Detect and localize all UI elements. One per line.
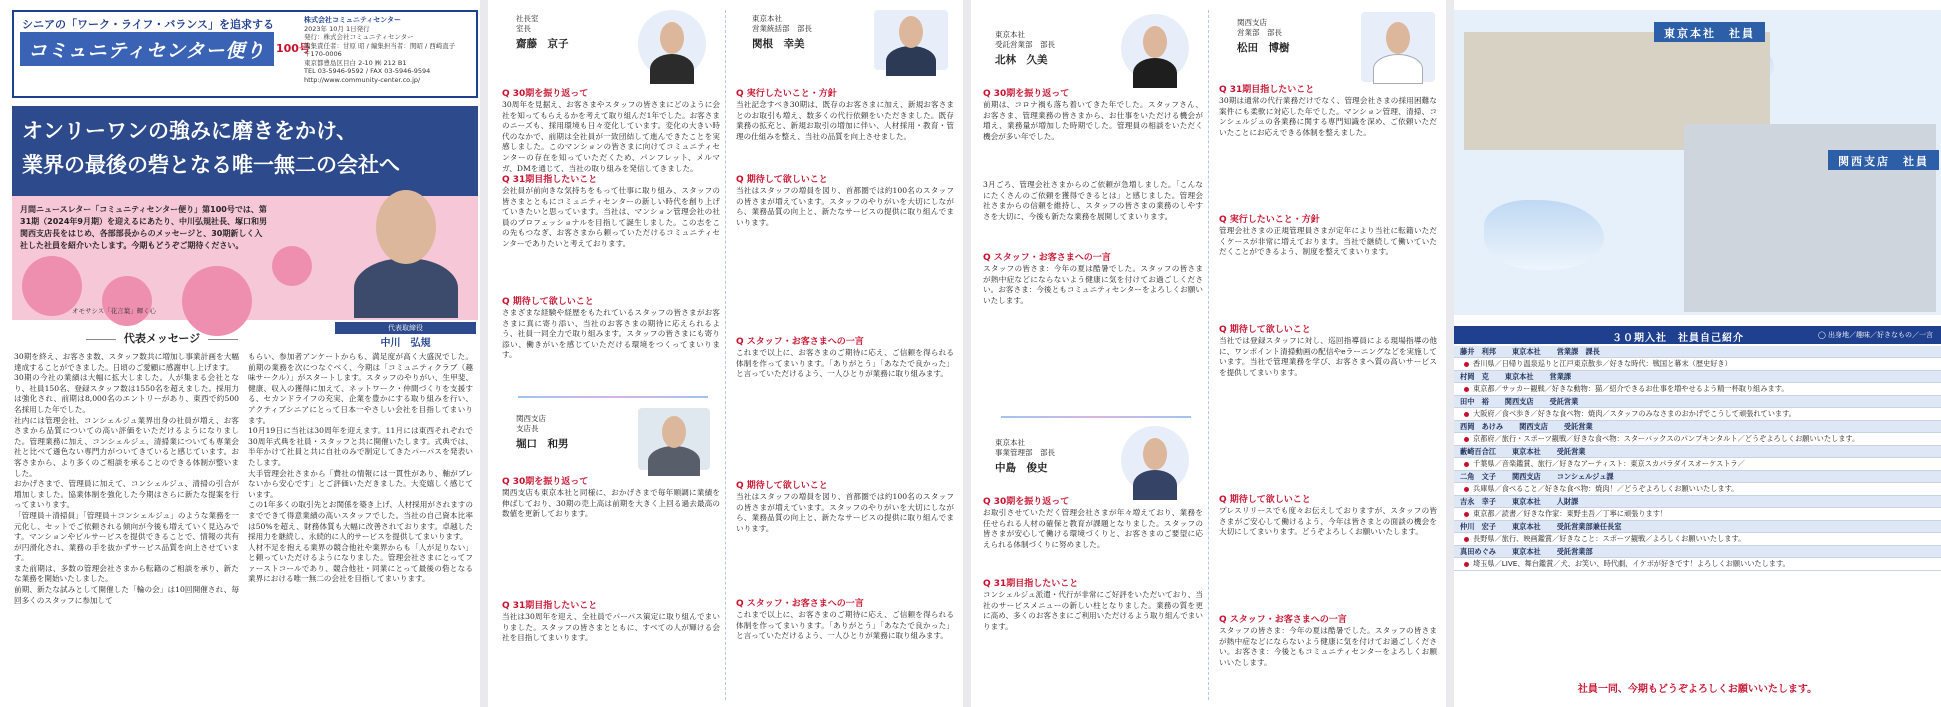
staff-dept: 社長室 bbox=[516, 14, 539, 23]
q-heading: Q スタッフ・お客さまへの一言 bbox=[1219, 615, 1347, 625]
employee-profile: 東京都／読書／好きな作家：東野圭吾／丁寧に頑張ります！ bbox=[1454, 508, 1941, 521]
q-heading: Q 実行したいこと・方針 bbox=[736, 89, 837, 99]
answer: 関西支店も東京本社と同様に、おかげさまで毎年順調に業績を伸ばしており、30期の売上高は前期を大きく上回る過去最高の数値を更新しております。 bbox=[502, 488, 720, 519]
answer: 3月ごろ、管理会社さまからのご依頼が急増しました。「こんなにたくさんのご依頼を獲得できるとは」と感じました。管理会社さまからの信頼を維持し、スタッフの皆さまの業務のしやすさを大切に、今後も新たな業務を展開してまいります。 bbox=[983, 180, 1203, 221]
staff-nakajima-photo bbox=[1121, 426, 1189, 494]
employee-row: 西岡 あけみ 関西支店 受託営業 bbox=[1454, 421, 1941, 433]
staff-dept: 関西支店 bbox=[1237, 18, 1267, 27]
staff-role: 室長 bbox=[516, 24, 531, 33]
answer: スタッフの皆さま：今年の夏は酷暑でした。スタッフの皆さまが熱中症などにならないよう健康に気を付けてお過ごしください。お客さま：今後ともコミュニティセンターをよろしくお願いいたします。 bbox=[1219, 626, 1437, 667]
page-1 bbox=[0, 0, 480, 707]
q-heading: Q 31期目指したいこと bbox=[1219, 85, 1315, 95]
q-heading: Q 31期目指したいこと bbox=[502, 601, 598, 611]
employee-profile: 東京都／サッカー観戦／好きな動物：猫／紹介できるお仕事を増やせるよう精一杯取り組みます。 bbox=[1454, 383, 1941, 396]
page-gutter bbox=[1446, 0, 1454, 707]
website-link[interactable]: http://www.community-center.co.jp/ bbox=[304, 75, 421, 84]
q-heading: Q 実行したいこと・方針 bbox=[1219, 215, 1320, 225]
q-heading: Q 30期を振り返って bbox=[983, 89, 1070, 99]
issue-date: 2023年 10月 1日発行 bbox=[304, 24, 370, 33]
staff-name: 関根 幸美 bbox=[752, 38, 805, 50]
staff-dept: 関西支店 bbox=[516, 414, 546, 423]
message-column-1 bbox=[14, 352, 239, 702]
staff-matsuda-photo bbox=[1361, 12, 1435, 82]
column-divider bbox=[1208, 10, 1209, 700]
staff-nakajima bbox=[995, 438, 1055, 475]
staff-name: 齋藤 京子 bbox=[516, 38, 569, 50]
issue-number: 100号 bbox=[276, 42, 310, 55]
president-name: 中川 弘規 bbox=[380, 338, 431, 349]
staff-kitabayashi bbox=[995, 30, 1055, 67]
president-photo bbox=[330, 180, 478, 308]
label-tokyo: 東京本社 社員 bbox=[1654, 22, 1765, 42]
staff-saito-photo bbox=[638, 10, 706, 78]
answer: コンシェルジュ派遣・代行が非常にご好評をいただいており、当社のサービスメニューの新しい柱となりました。業務の質を更に高め、多くのお客さまにご利用いただけるよう取り組んでまいります。 bbox=[983, 590, 1203, 631]
q-heading: Q 31期目指したいこと bbox=[502, 175, 598, 185]
page-3 bbox=[971, 0, 1446, 707]
employee-table bbox=[1454, 346, 1941, 571]
divider-vine bbox=[518, 396, 708, 398]
company-name: 株式会社コミュニティセンター bbox=[304, 16, 402, 24]
pub-line: 〒170-0006 bbox=[304, 50, 342, 58]
employee-row: 藪崎百合江 東京本社 受託営業 bbox=[1454, 446, 1941, 458]
intro-text: 月間ニュースレター「コミュニティセンター便り」第100号では、第31期（2024年9月期）を迎えるにあたり、中川弘規社長、塚口和男関西支店長をはじめ、各部部長からのメッセージと、30期新しく入社した社員を紹介いたします。今期もどうぞご期待ください。 bbox=[20, 205, 267, 250]
paragraph: この1年多くの取引先とお関係を築き上げ、人材採用がされますのまでできて得意業績の高いスタッフでした。当社の自己資本比率は50%を超え、財務体質も大幅に改善されております。卓越した採用力を継続し、永続的に人的サービスを提供してまいります。 bbox=[248, 500, 473, 542]
pub-line: 発行：株式会社コミュニティセンター bbox=[304, 33, 414, 41]
staff-name: 松田 博樹 bbox=[1237, 42, 1290, 54]
page-2 bbox=[488, 0, 963, 707]
q-heading: Q 期待して欲しいこと bbox=[1219, 495, 1311, 505]
employee-row: 田中 裕 関西支店 受託営業 bbox=[1454, 396, 1941, 408]
headline-line: オンリーワンの強みに磨きをかけ、 bbox=[22, 118, 358, 143]
answer: プレスリリースでも度々お伝えしておりますが、スタッフの皆さまがご安心して働けるよう、今年は皆さまとの面談の機会を大切にしてまいります。どうぞよろしくお願いいたします。 bbox=[1219, 506, 1437, 537]
tagline: シニアの「ワーク・ライフ・バランス」を追求する bbox=[22, 18, 275, 31]
photo-credit: オモサシス「花言葉」輝く心 bbox=[72, 307, 157, 315]
answer: 前期は、コロナ禍も落ち着いてきた年でした。スタッフさん、お客さま、管理業務の皆さまから、お仕事をいただける機会が増え、業務量が増加した時期でした。管理員の相談をいただく機会が多い年でした。 bbox=[983, 100, 1203, 141]
closing-message: 社員一同、今期もどうぞよろしくお願いいたします。 bbox=[1577, 684, 1818, 695]
message-column-2 bbox=[248, 352, 473, 702]
intro-title: ３０期入社 社員自己紹介 bbox=[1612, 333, 1744, 344]
answer: 当社はスタッフの増員を図り、首都圏では約100名のスタッフの皆さまが増えています。スタッフのやりがいを大切にしながら、業務品質の向上と、新たなサービスの提供に取り組んでまいります。 bbox=[736, 492, 954, 533]
employee-row: 藤井 利邦 東京本社 営業課 課長 bbox=[1454, 346, 1941, 358]
page-gutter bbox=[963, 0, 971, 707]
staff-kitabayashi-photo bbox=[1121, 14, 1189, 82]
staff-saito bbox=[516, 14, 569, 51]
answer: スタッフの皆さま：今年の夏は酷暑でした。スタッフの皆さまが熱中症などにならないよう健康に気を付けてお過ごしください。お客さま：今後ともコミュニティセンターをよろしくお願いいたします。 bbox=[983, 264, 1203, 305]
answer: 30周年を見据え、お客さまやスタッフの皆さまにどのように会社を知ってもらえるかを考えて取り組んだ1年でした。お客さまのニーズも、採用環境も日々変化しています。変化の大きい時代のなかで、前期は全社員が一致団結して進んできたことを実感しました。このマンションの皆さまに向けてコミュニティセンターの存在を知っていただくため、パンフレット、メルマガ、DMを通じて、当社の取り組みを発信してきました。 bbox=[502, 100, 720, 173]
intro-bar bbox=[1454, 326, 1941, 344]
headline-line: 業界の最後の砦となる唯一無二の会社へ bbox=[22, 152, 400, 177]
paragraph: 人材不足を抱える業界の競合他社や業界からも「人が足りない」と頼っていただけるようになりました。管理会社さまにとってファーストコールであり、競合他社・同業にとって最後の砦となる業界における唯一無二の会社を目指してまいります。 bbox=[248, 542, 473, 584]
staff-dept: 東京本社 bbox=[995, 438, 1025, 447]
answer: 当社記念すべき30期は、既存のお客さまに加え、新規お客さまとのお取引も増え、数多くの代行依頼をいただきました。既存業務の拡充と、新規お取引の増加に伴い、人材採用・教育・管理の仕組みを整え、当社の品質を向上させました。 bbox=[736, 100, 954, 141]
paragraph: 30期の今社の業績は大幅に拡大しました。人が集まる会社となり、社員150名、登録スタッフ数は1550名を超えました。採用力は強化され、前期は8,000名のエントリーがあり、東西で約500名採用した年でした。 bbox=[14, 373, 239, 414]
staff-dept: 東京本社 bbox=[752, 14, 782, 23]
staff-name: 中島 俊史 bbox=[995, 462, 1048, 474]
paragraph: おかげさまで、管理員に加えて、コンシェルジュ、清掃の引合が増加しました。協業体制を強化した今期はさらに新たな提案を行ってまいります。 bbox=[14, 479, 239, 510]
answer: これまで以上に、お客さまのご期待に応え、ご信頼を得られる体制を作ってまいります。「ありがとう」「あなたで良かった」と言っていただけるよう、一人ひとりが業務に取り組みます。 bbox=[736, 348, 954, 379]
q-heading: Q 期待して欲しいこと bbox=[502, 297, 594, 307]
staff-photo-area bbox=[1454, 10, 1941, 315]
staff-role: 事業管理部 部長 bbox=[995, 448, 1055, 457]
staff-name: 北林 久美 bbox=[995, 54, 1048, 66]
answer: お取引させていただく管理会社さまが年々増えており、業務を任せられる人材の確保と教育が課題となりました。スタッフの皆さまが安心して働ける環境づくりと、お客さまのご要望に応えられる体制づくりに努めました。 bbox=[983, 508, 1203, 549]
page-4 bbox=[1454, 0, 1941, 707]
q-heading: Q 30期を振り返って bbox=[502, 89, 589, 99]
intro-legend: ◯ 出身地／趣味／好きなもの／一言 bbox=[1817, 331, 1933, 339]
q-heading: Q 期待して欲しいこと bbox=[736, 175, 828, 185]
pub-line: TEL 03-5946-9592 / FAX 03-5946-9594 bbox=[304, 67, 431, 75]
employee-row: 真田めぐみ 東京本社 受託営業部 bbox=[1454, 546, 1941, 558]
employee-profile: 埼玉県／LIVE、舞台鑑賞／犬、お笑い、時代劇、イケボが好きです！よろしくお願いいたします。 bbox=[1454, 558, 1941, 571]
staff-matsuda bbox=[1237, 18, 1290, 55]
page-gutter bbox=[480, 0, 488, 707]
q-heading: Q 30期を振り返って bbox=[502, 477, 589, 487]
employee-profile: 兵庫県／食べること／好きな食べ物：焼肉！／どうぞよろしくお願いいたします。 bbox=[1454, 483, 1941, 496]
employee-profile: 大阪府／食べ歩き／好きな食べ物：焼肉／スタッフのみなさまのおかげでこうして頑張れています。 bbox=[1454, 408, 1941, 421]
divider-vine bbox=[1001, 416, 1191, 418]
label-kansai: 関西支店 社員 bbox=[1828, 150, 1939, 170]
staff-sekine bbox=[752, 14, 812, 51]
employee-row: 村岡 克 東京本社 営業課 bbox=[1454, 371, 1941, 383]
answer: さまざまな経験や経歴をもたれているスタッフの皆さまがお客さまに真に寄り添い、当社のお客さまの期待に応えられるよう、社員一同全力で取り組みます。スタッフの皆さまにも寄り添い、働きがいを感じていただける環境をつくってまいります。 bbox=[502, 308, 720, 360]
column-divider bbox=[725, 10, 726, 700]
staff-horiguchi-photo bbox=[638, 408, 710, 470]
q-heading: Q スタッフ・お客さまへの一言 bbox=[983, 253, 1111, 263]
paragraph: 大手管理会社さまから「費社の情報には一貫性があり、軸がブレないから安心です」とご評価いただきました。大変嬉しく感じています。 bbox=[248, 468, 473, 499]
q-heading: Q スタッフ・お客さまへの一言 bbox=[736, 337, 864, 347]
q-heading: Q 30期を振り返って bbox=[983, 497, 1070, 507]
employee-profile: 長野県／旅行、映画鑑賞／好きなこと：スポーツ観戦／よろしくお願いいたします。 bbox=[1454, 533, 1941, 546]
pub-line: 編集責任者：甘原 昭 / 編集担当者：関昭 / 西崎直子 bbox=[304, 41, 456, 50]
staff-role: 支店長 bbox=[516, 424, 539, 433]
president-title: 代表取締役 bbox=[335, 322, 476, 334]
paragraph: また前期は、多数の管理会社さまから転籍のご相談を承り、新たな業務を開始いたしました。 bbox=[14, 563, 239, 584]
q-heading: Q 31期目指したいこと bbox=[983, 579, 1079, 589]
newsletter-title: コミュニティセンター便り bbox=[20, 32, 274, 66]
staff-role: 営業部 部長 bbox=[1237, 28, 1282, 37]
message-heading: 代表メッセージ bbox=[12, 330, 312, 346]
employee-row: 仲川 宏子 東京本社 受託営業部兼任長室 bbox=[1454, 521, 1941, 533]
pub-line: 東京都豊島区目白 2-10 ㈱ 212 B1 bbox=[304, 58, 407, 67]
publisher-info bbox=[304, 16, 474, 84]
answer: 30期は通常の代行業務だけでなく、管理会社さまの採用困難な案件にも柔軟に対応した年でした。マンション管理、清掃、コンシェルジュの各業務に関する専門知識を深め、ご依頼いただいたことにお応えできる体制を整えました。 bbox=[1219, 96, 1437, 137]
staff-sekine-photo bbox=[874, 10, 948, 70]
staff-role: 営業統括部 部長 bbox=[752, 24, 812, 33]
employee-row: 二角 文子 関西支店 コンシェルジュ課 bbox=[1454, 471, 1941, 483]
paragraph: 30期を終え、お客さま数、スタッフ数共に増加し事業計画を大幅達成することができました。日頃のご愛顧に感謝申し上げます。 bbox=[14, 352, 239, 372]
president-nameplate bbox=[335, 322, 476, 349]
paragraph: 社内には管理会社、コンシェルジュ業界出身の社員が増え、お客さまから品質についての高い評価をいただけるようになりました。管理業務に加え、コンシェルジュ、清掃業についても専業会社と比べて遜色ない専門力がついてきていると感じています。お客さまから、より多くのご相談を承ることのできる体制が整いました。 bbox=[14, 415, 239, 478]
employee-profile: 千葉県／音楽鑑賞、旅行／好きなアーティスト：東京スカパラダイスオーケストラ／ bbox=[1454, 458, 1941, 471]
paragraph: 10月19日に当社は30周年を迎えます。11月には東西それぞれで30周年式典を社員・スタッフと共に開催いたします。式典では、半年かけて社員と共に自社のみで制定してきたパーパスを発表いたします。 bbox=[248, 426, 473, 467]
answer: 管理会社さまの正規管理員さまが定年により当社に転籍いただくケースが非常に増えております。当社で継続して働いていただくことができるよう、制度を整えてまいります。 bbox=[1219, 226, 1437, 257]
paragraph: 「管理員＋清掃員」「管理員＋コンシェルジュ」のような業務を一元化し、セットでご依頼される傾向が今後も増えていく見込みです。マンションやビルサービスを提供できることで、情報の共有が円滑化され、業務の手を抜かずサービス品質を向上させています。 bbox=[14, 510, 239, 563]
answer: 当社では登録スタッフに対し、巡回指導員による現場指導の他に、ワンポイント清掃動画の配信やeラーニングなどを実施しています。当社で管理業務を学び、お客さまへ質の高いサービスを提供してまいります。 bbox=[1219, 336, 1437, 377]
employee-profile: 京都府／旅行・スポーツ観戦／好きな食べ物：スターバックスのパンプキンタルト／どうぞよろしくお願いいたします。 bbox=[1454, 433, 1941, 446]
answer: 当社はスタッフの増員を図り、首都圏では約100名のスタッフの皆さまが増えています。スタッフのやりがいを大切にしながら、業務品質の向上と、新たなサービスの提供に取り組んでまいります。 bbox=[736, 186, 954, 227]
answer: 当社は30周年を迎え、全社員でパーパス策定に取り組んでまいりました。スタッフの皆さまとともに、すべての人が輝ける会社を目指してまいります。 bbox=[502, 612, 720, 643]
paragraph: もらい、参加者アンケートからも、満足度が高く大盛況でした。前期の業務を次につなぐべく、今期は「コミュニティクラブ（趣味サークル）」がスタートします。スタッフのやりがい、生甲斐、健康、収入の獲得に加えて、ネットワーク・仲間づくりを支援する、セカンドライフの充実、企業を豊かにする取り組みを行い、アクティブシニアにとって日本一やさしい会社を目指してまいります。 bbox=[248, 352, 473, 425]
answer: これまで以上に、お客さまのご期待に応え、ご信頼を得られる体制を作ってまいります。「ありがとう」「あなたで良かった」と言っていただけるよう、一人ひとりが業務に取り組みます。 bbox=[736, 610, 954, 641]
masthead bbox=[12, 10, 478, 98]
employee-profile: 香川県／日帰り温泉巡りと江戸東京散歩／好きな時代：戦国と幕末（歴史好き） bbox=[1454, 358, 1941, 371]
q-heading: Q 期待して欲しいこと bbox=[1219, 325, 1311, 335]
q-heading: Q 期待して欲しいこと bbox=[736, 481, 828, 491]
answer: 会社員が前向きな気持ちをもって仕事に取り組み、スタッフの皆さまとともにコミュニティセンターの新しい時代を創り上げていきたいと思っています。当社は、マンション管理会社の社員のプロフェッショナルを目指して誕生しました。この志をこの先もつなぎ、お客さまから頼っていただけるコミュニティセンターでありたいと考えております。 bbox=[502, 186, 720, 248]
staff-horiguchi bbox=[516, 414, 569, 451]
staff-role: 受託営業部 部長 bbox=[995, 40, 1055, 49]
employee-row: 吉永 幸子 東京本社 人財課 bbox=[1454, 496, 1941, 508]
q-heading: Q スタッフ・お客さまへの一言 bbox=[736, 599, 864, 609]
staff-dept: 東京本社 bbox=[995, 30, 1025, 39]
staff-name: 堀口 和男 bbox=[516, 438, 569, 450]
paragraph: 前期、新たな試みとして開催した「輪の会」は10回開催され、毎回多くのスタッフに参加して bbox=[14, 585, 239, 605]
